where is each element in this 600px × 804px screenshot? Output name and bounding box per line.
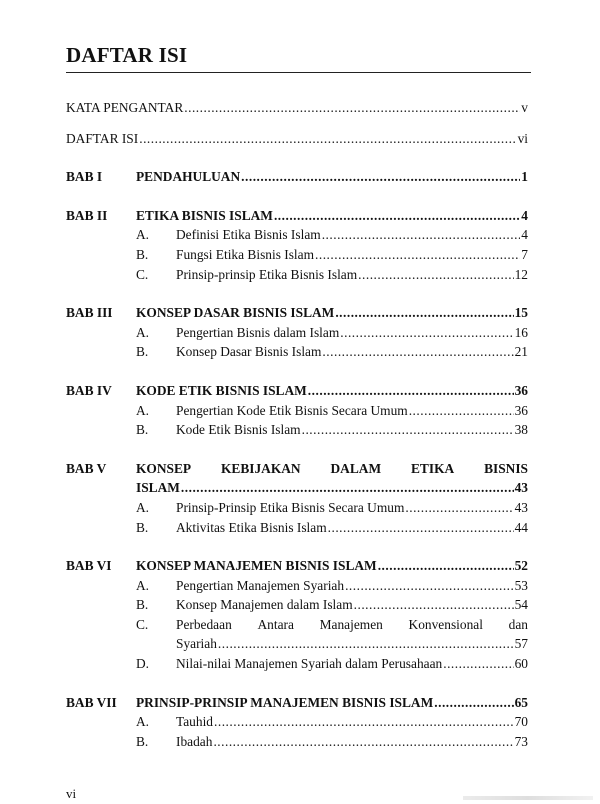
toc-entry-kata-pengantar[interactable] (66, 98, 528, 118)
section-letter: C. (136, 616, 149, 632)
title-word: KONSEP (136, 460, 192, 476)
dot-leader (322, 342, 513, 362)
section-row[interactable] (66, 265, 528, 285)
section-page: 21 (514, 344, 528, 360)
chapter-title-line-1 (136, 459, 528, 479)
section-page: 38 (514, 422, 528, 438)
section-row[interactable] (66, 518, 528, 538)
section-letter: A. (136, 324, 150, 340)
toc-entry-text: KATA PENGANTAR (66, 100, 184, 115)
chapter-page: 4 (521, 207, 528, 223)
section-page: 60 (514, 656, 528, 672)
chapter-page: 43 (514, 480, 528, 496)
title-word: Perbedaan (176, 616, 232, 632)
dot-leader (315, 245, 520, 265)
section-row[interactable] (66, 225, 528, 245)
chapter-number: BAB II (66, 207, 108, 223)
toc-entry-page: vi (517, 130, 528, 146)
section-title: Fungsi Etika Bisnis Islam (176, 246, 315, 262)
section-page: 12 (514, 266, 528, 282)
title-word: BISNIS (484, 460, 528, 476)
chapter-number: BAB VI (66, 558, 112, 574)
chapter-title: ETIKA BISNIS ISLAM (136, 207, 273, 223)
chapter-number: BAB I (66, 169, 103, 185)
chapter-row-bab-2[interactable] (66, 206, 528, 226)
dot-leader (443, 654, 513, 674)
section-letter: A. (136, 499, 150, 515)
chapter-page: 15 (514, 305, 528, 321)
title-word: DALAM (330, 460, 382, 476)
chapter-title-line-2: ISLAM (136, 480, 180, 496)
chapter-row-bab-7[interactable] (66, 693, 528, 713)
dot-leader (213, 732, 513, 752)
section-letter: A. (136, 714, 150, 730)
section-letter: D. (136, 656, 150, 672)
section-page: 53 (514, 577, 528, 593)
section-row[interactable] (66, 712, 528, 732)
section-title: Pengertian Manajemen Syariah (176, 577, 345, 593)
section-row[interactable] (66, 615, 528, 635)
chapter-page: 65 (514, 694, 528, 710)
section-page: 44 (514, 519, 528, 535)
section-row[interactable] (66, 595, 528, 615)
chapter-row-bab-6[interactable] (66, 556, 528, 576)
section-page: 57 (514, 636, 528, 652)
section-letter: B. (136, 422, 149, 438)
chapter-title: KODE ETIK BISNIS ISLAM (136, 382, 307, 398)
chapter-title: PENDAHULUAN (136, 169, 241, 185)
section-letter: B. (136, 519, 149, 535)
section-row[interactable] (66, 401, 528, 421)
section-row[interactable] (66, 576, 528, 596)
dot-leader (241, 167, 520, 187)
section-title: Prinsip-prinsip Etika Bisnis Islam (176, 266, 358, 282)
section-title: Tauhid (176, 714, 213, 730)
chapter-number: BAB VII (66, 694, 117, 710)
chapter-title: PRINSIP-PRINSIP MANAJEMEN BISNIS ISLAM (136, 694, 434, 710)
section-title: Konsep Dasar Bisnis Islam (176, 344, 322, 360)
dot-leader (345, 576, 514, 596)
table-of-contents (66, 98, 528, 751)
dot-leader (335, 303, 513, 323)
chapter-row-bab-5[interactable] (66, 459, 528, 479)
section-row[interactable] (66, 654, 528, 674)
section-letter: C. (136, 266, 149, 282)
section-title: Pengertian Bisnis dalam Islam (176, 324, 340, 340)
section-title-line-2: Syariah (176, 636, 217, 652)
chapter-title: KONSEP DASAR BISNIS ISLAM (136, 305, 335, 321)
chapter-row-bab-3[interactable] (66, 303, 528, 323)
section-row-cont[interactable] (66, 634, 528, 654)
section-letter: B. (136, 597, 149, 613)
chapter-number: BAB V (66, 460, 107, 476)
section-row[interactable] (66, 323, 528, 343)
section-title: Konsep Manajemen dalam Islam (176, 597, 353, 613)
chapter-row-bab-5-cont[interactable] (66, 478, 528, 498)
section-title: Pengertian Kode Etik Bisnis Secara Umum (176, 402, 408, 418)
watermark-strip (463, 796, 593, 800)
chapter-number: BAB III (66, 305, 113, 321)
section-letter: A. (136, 577, 150, 593)
title-word: dan (508, 616, 528, 632)
chapter-page: 52 (514, 558, 528, 574)
section-page: 70 (514, 714, 528, 730)
section-letter: B. (136, 344, 149, 360)
section-page: 16 (514, 324, 528, 340)
dot-leader (302, 420, 514, 440)
section-title: Nilai-nilai Manajemen Syariah dalam Perusahaan (176, 656, 443, 672)
section-page: 43 (514, 499, 528, 515)
section-row[interactable] (66, 420, 528, 440)
section-page: 7 (521, 246, 528, 262)
title-word: Manajemen (319, 616, 383, 632)
title-word: Konvensional (408, 616, 483, 632)
dot-leader (308, 381, 514, 401)
section-title: Ibadah (176, 733, 213, 749)
toc-entry-page: v (521, 100, 528, 115)
dot-leader (218, 634, 514, 654)
section-letter: B. (136, 246, 149, 262)
dot-leader (322, 225, 521, 245)
section-letter: B. (136, 733, 149, 749)
dot-leader (274, 206, 520, 226)
section-row[interactable] (66, 342, 528, 362)
title-word: KEBIJAKAN (220, 460, 301, 476)
dot-leader (214, 712, 514, 732)
dot-leader (358, 265, 513, 285)
dot-leader (405, 498, 513, 518)
section-page: 54 (514, 597, 528, 613)
section-title: Kode Etik Bisnis Islam (176, 422, 301, 438)
dot-leader (354, 595, 514, 615)
page-number: vi (66, 786, 77, 801)
section-letter: A. (136, 227, 150, 243)
dot-leader (378, 556, 514, 576)
section-row[interactable] (66, 732, 528, 752)
dot-leader (184, 98, 520, 118)
section-title: Prinsip-Prinsip Etika Bisnis Secara Umum (176, 499, 405, 515)
title-word: Antara (257, 616, 294, 632)
chapter-row-bab-1[interactable] (66, 167, 528, 187)
title-underline (66, 72, 531, 73)
page-title: DAFTAR ISI (66, 43, 188, 67)
dot-leader (434, 693, 513, 713)
section-title: Aktivitas Etika Bisnis Islam (176, 519, 327, 535)
section-title: Definisi Etika Bisnis Islam (176, 227, 321, 243)
section-letter: A. (136, 402, 150, 418)
chapter-row-bab-4[interactable] (66, 381, 528, 401)
dot-leader (328, 518, 514, 538)
dot-leader (139, 129, 516, 149)
title-word: ETIKA (411, 460, 455, 476)
section-row[interactable] (66, 245, 528, 265)
toc-entry-text: DAFTAR ISI (66, 130, 139, 146)
section-row[interactable] (66, 498, 528, 518)
dot-leader (409, 401, 514, 421)
chapter-page: 1 (521, 169, 528, 185)
chapter-title: KONSEP MANAJEMEN BISNIS ISLAM (136, 558, 377, 574)
dot-leader (340, 323, 513, 343)
dot-leader (181, 478, 514, 498)
chapter-number: BAB IV (66, 382, 112, 398)
section-page: 36 (514, 402, 528, 418)
section-page: 73 (514, 733, 528, 749)
toc-entry-daftar-isi[interactable] (66, 129, 528, 149)
section-title-line-1 (176, 615, 528, 635)
section-page: 4 (521, 227, 528, 243)
chapter-page: 36 (514, 382, 528, 398)
